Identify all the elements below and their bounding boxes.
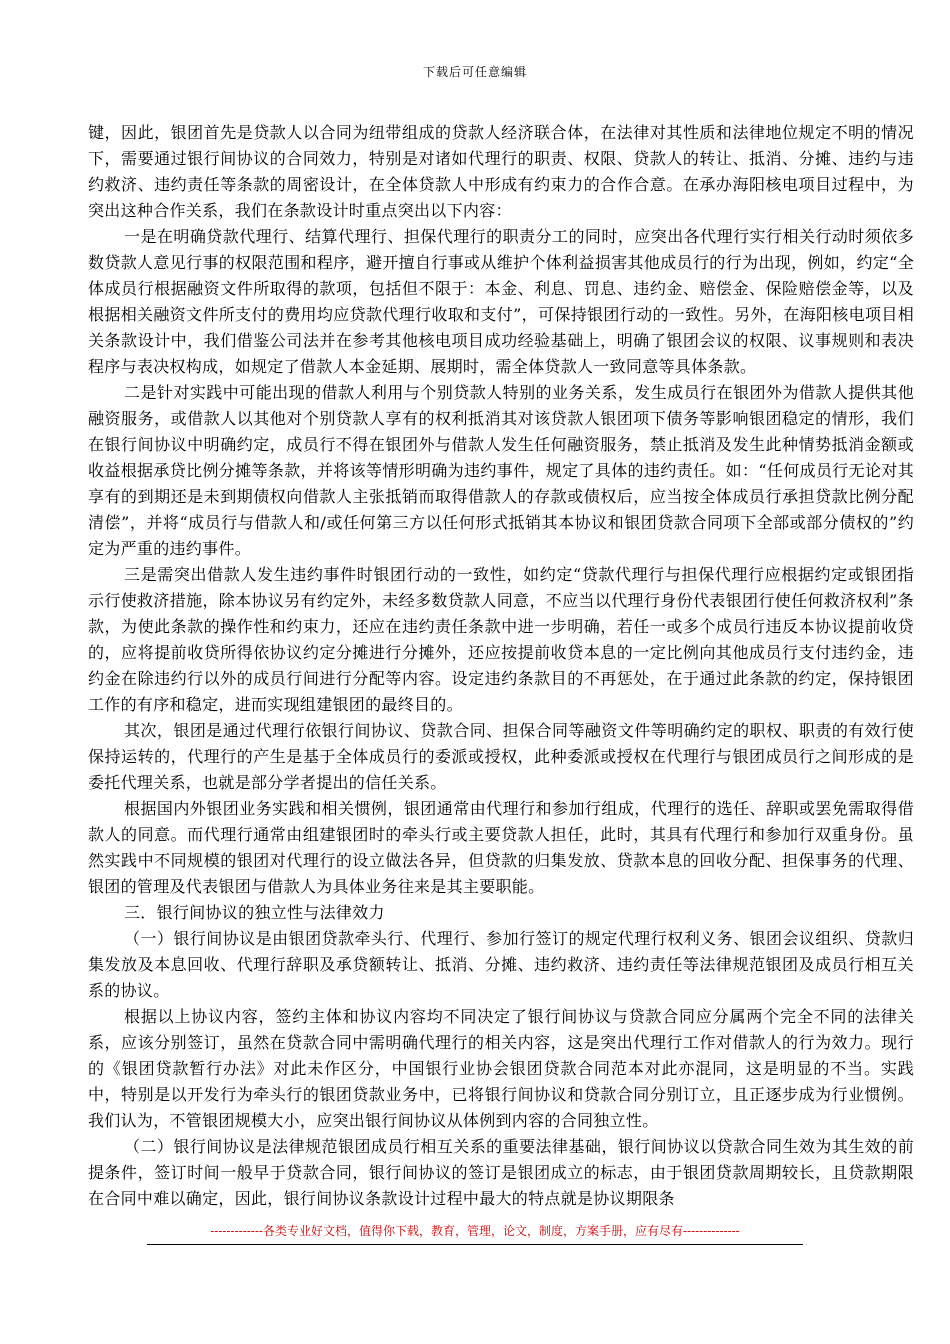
paragraph: （一）银行间协议是由银团贷款牵头行、代理行、参加行签订的规定代理行权利义务、银团会议组织、贷款归集发放及本息回收、代理行辞职及承贷额转让、抵消、分摊、违约救济、违约责任等法律规范银团及成员行相互关系的协议。 (88, 929, 914, 1000)
paragraph: 二是针对实践中可能出现的借款人利用与个别贷款人特别的业务关系，发生成员行在银团外为借款人提供其他融资服务，或借款人以其他对个别贷款人享有的权利抵消其对该贷款人银团项下债务等影响银团稳定的情形，我们在银行间协议中明确约定，成员行不得在银团外与借款人发生任何融资服务，禁止抵消及发生此种情势抵消金额或收益根据承贷比例分摊等条款，并将该等情形明确为违约事件，规定了具体的违约责任。如：“任何成员行无论对其享有的到期还是未到期债权向借款人主张抵销而取得借款人的存款或债权后，应当按全体成员行承担贷款比例分配清偿”，并将“成员行与借款人和/或任何第三方以任何形式抵销其本协议和银团贷款合同项下全部或部分债权的”约定为严重的违约事件。 (88, 383, 914, 558)
page-header: 下载后可任意编辑 (422, 65, 527, 79)
footer-promo-text: -------------各类专业好文档，值得你下载，教育，管理，论文，制度，方案手册，应有尽有-------------- (210, 1224, 740, 1238)
paragraph: （二）银行间协议是法律规范银团成员行相互关系的重要法律基础，银行间协议以贷款合同生效为其生效的前提条件，签订时间一般早于贷款合同，银行间协议的签订是银团成立的标志，由于银团贷款周期较长，且贷款期限在合同中难以确定，因此，银行间协议条款设计过程中最大的特点就是协议期限条 (88, 1137, 914, 1208)
paragraph: 三是需突出借款人发生违约事件时银团行动的一致性，如约定“贷款代理行与担保代理行应根据约定或银团指示行使救济措施，除本协议另有约定外，未经多数贷款人同意，不应当以代理行身份代表银团行使任何救济权利”条款，为使此条款的操作性和约束力，还应在违约责任条款中进一步明确，若任一或多个成员行违反本协议提前收贷的，应将提前收贷所得依协议约定分摊进行分摊外，还应按提前收贷本息的一定比例向其他成员行支付违约金，违约金在除违约行以外的成员行间进行分配等内容。设定违约条款目的不再惩处，在于通过此条款的约定，保持银团工作的有序和稳定，进而实现组建银团的最终目的。 (88, 565, 914, 714)
footer-divider (147, 1244, 803, 1245)
section-heading: 三．银行间协议的独立性与法律效力 (124, 903, 385, 922)
paragraph: 根据以上协议内容，签约主体和协议内容均不同决定了银行间协议与贷款合同应分属两个完全不同的法律关系，应该分别签订，虽然在贷款合同中需明确代理行的相关内容，这是突出代理行工作对借款人的行为效力。现行的《银团贷款暂行办法》对此未作区分，中国银行业协会银团贷款合同范本对此亦混同，这是明显的不当。实践中，特别是以开发行为牵头行的银团贷款业务中，已将银行间协议和贷款合同分别订立，且正逐步成为行业惯例。我们认为，不管银团规模大小，应突出银行间协议从体例到内容的合同独立性。 (88, 1007, 914, 1130)
paragraph: 其次，银团是通过代理行依银行间协议、贷款合同、担保合同等融资文件等明确约定的职权、职责的有效行使保持运转的，代理行的产生是基于全体成员行的委派或授权，此种委派或授权在代理行与银团成员行之间形成的是委托代理关系，也就是部分学者提出的信任关系。 (88, 721, 914, 792)
document-body (88, 120, 914, 1212)
paragraph: 键，因此，银团首先是贷款人以合同为纽带组成的贷款人经济联合体，在法律对其性质和法律地位规定不明的情况下，需要通过银行间协议的合同效力，特别是对诸如代理行的职责、权限、贷款人的转让、抵消、分摊、违约与违约救济、违约责任等条款的周密设计，在全体贷款人中形成有约束力的合作合意。在承办海阳核电项目过程中，为突出这种合作关系，我们在条款设计时重点突出以下内容： (88, 123, 914, 220)
paragraph: 根据国内外银团业务实践和相关惯例，银团通常由代理行和参加行组成，代理行的选任、辞职或罢免需取得借款人的同意。而代理行通常由组建银团时的牵头行或主要贷款人担任，此时，其具有代理行和参加行双重身份。虽然实践中不同规模的银团对代理行的设立做法各异，但贷款的归集发放、贷款本息的回收分配、担保事务的代理、银团的管理及代表银团与借款人为具体业务往来是其主要职能。 (88, 799, 914, 896)
page-footer (147, 1222, 803, 1245)
paragraph: 一是在明确贷款代理行、结算代理行、担保代理行的职责分工的同时，应突出各代理行实行相关行动时须依多数贷款人意见行事的权限范围和程序，避开擅自行事或从维护个体利益损害其他成员行的行为出现，例如，约定“全体成员行根据融资文件所取得的款项，包括但不限于：本金、利息、罚息、违约金、赔偿金、保险赔偿金等，以及根据相关融资文件所支付的费用均应贷款代理行收取和支付”，可保持银团行动的一致性。另外，在海阳核电项目相关条款设计中，我们借鉴公司法并在参考其他核电项目成功经验基础上，明确了银团会议的权限、议事规则和表决程序与表决权构成，如规定了借款人本金延期、展期时，需全体贷款人一致同意等具体条款。 (88, 227, 914, 376)
